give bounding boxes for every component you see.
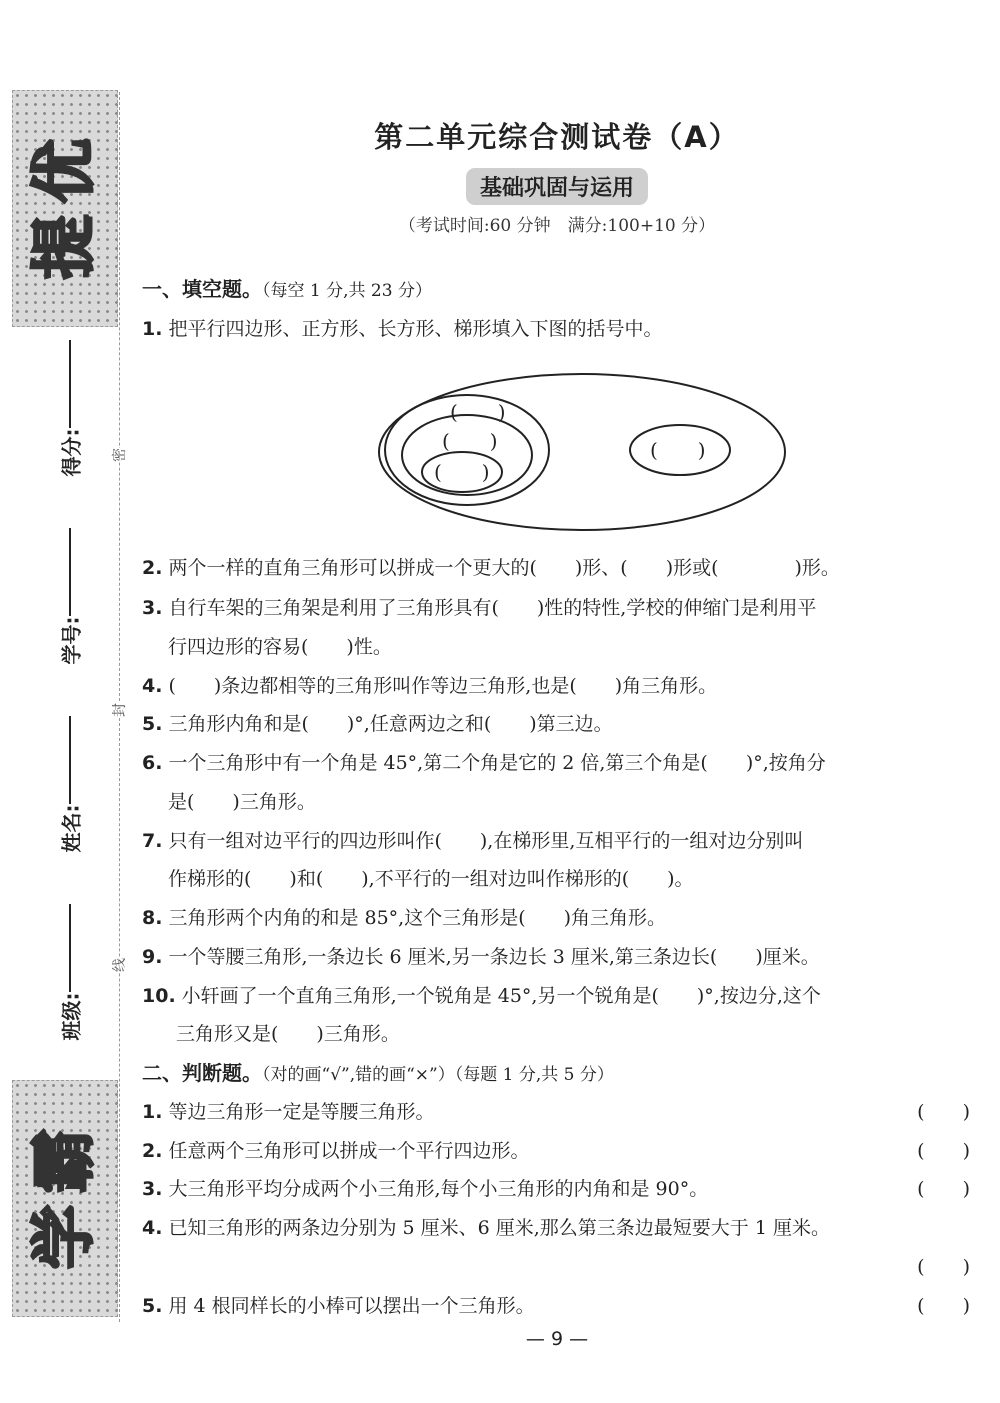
judge-question-3: 3. 大三角形平均分成两个小三角形,每个小三角形的内角和是 90°。 [142, 1178, 709, 1200]
seal-char-mi: 密 [107, 448, 131, 462]
logo-char: 学 [28, 1204, 102, 1269]
question-3-cont: 行四边形的容易( )性。 [168, 636, 392, 658]
question-1: 1. 把平行四边形、正方形、长方形、梯形填入下图的括号中。 [142, 318, 663, 340]
seal-char-feng: 封 [107, 703, 131, 717]
page-subtitle: 基础巩固与运用 [466, 168, 648, 205]
venn-blank-1[interactable]: ( ) [450, 400, 506, 424]
logo-char: 提 [28, 214, 102, 279]
judge-answer-4[interactable]: ( ) [917, 1256, 970, 1278]
venn-diagram [372, 370, 792, 535]
student-id-field[interactable] [40, 528, 100, 665]
judge-question-4: 4. 已知三角形的两条边分别为 5 厘米、6 厘米,那么第三条边最短要大于 1 厘米。 [142, 1217, 830, 1239]
binding-margin [0, 0, 130, 1403]
venn-blank-2[interactable]: ( ) [442, 429, 498, 453]
section-2-heading: 二、判断题。（对的画“√”,错的画“×”）（每题 1 分,共 5 分） [142, 1061, 614, 1085]
question-3: 3. 自行车架的三角架是利用了三角形具有( )性的特性,学校的伸缩门是利用平 [142, 597, 817, 619]
judge-answer-2[interactable]: ( ) [917, 1140, 970, 1162]
class-field[interactable] [40, 904, 100, 1041]
judge-answer-5[interactable]: ( ) [917, 1295, 970, 1317]
judge-question-2: 2. 任意两个三角形可以拼成一个平行四边形。 [142, 1140, 530, 1162]
student-id-label: 学号: [59, 616, 84, 665]
name-label: 姓名: [59, 804, 84, 853]
question-10: 10. 小轩画了一个直角三角形,一个锐角是 45°,另一个锐角是( )°,按边分,这个 [142, 985, 821, 1007]
score-field[interactable] [40, 340, 100, 477]
judge-question-1: 1. 等边三角形一定是等腰三角形。 [142, 1101, 435, 1123]
venn-blank-3[interactable]: ( ) [434, 460, 490, 484]
name-field[interactable] [40, 716, 100, 853]
page-title: 第二单元综合测试卷（A） [374, 120, 740, 154]
question-2: 2. 两个一样的直角三角形可以拼成一个更大的( )形、( )形或( )形。 [142, 557, 840, 579]
question-4: 4. ( )条边都相等的三角形叫作等边三角形,也是( )角三角形。 [142, 675, 718, 697]
brand-logo-bottom [12, 1080, 118, 1317]
brand-logo-top [12, 90, 118, 327]
judge-answer-1[interactable]: ( ) [917, 1101, 970, 1123]
venn-blank-4[interactable]: ( ) [650, 438, 706, 462]
judge-question-5: 5. 用 4 根同样长的小棒可以摆出一个三角形。 [142, 1295, 535, 1317]
question-7-cont: 作梯形的( )和( ),不平行的一组对边叫作梯形的( )。 [168, 868, 694, 890]
question-6: 6. 一个三角形中有一个角是 45°,第二个角是它的 2 倍,第三个角是( )°,按角分 [142, 752, 826, 774]
logo-char: 霸 [28, 1128, 102, 1193]
section-1-heading: 一、填空题。（每空 1 分,共 23 分） [142, 277, 432, 301]
class-label: 班级: [59, 992, 84, 1041]
logo-char: 优 [28, 138, 102, 203]
question-7: 7. 只有一组对边平行的四边形叫作( ),在梯形里,互相平行的一组对边分别叫 [142, 830, 804, 852]
question-6-cont: 是( )三角形。 [168, 791, 316, 813]
judge-answer-3[interactable]: ( ) [917, 1178, 970, 1200]
seal-char-xian: 线 [107, 958, 131, 972]
question-8: 8. 三角形两个内角的和是 85°,这个三角形是( )角三角形。 [142, 907, 667, 929]
question-9: 9. 一个等腰三角形,一条边长 6 厘米,另一条边长 3 厘米,第三条边长( )厘米。 [142, 946, 820, 968]
question-5: 5. 三角形内角和是( )°,任意两边之和( )第三边。 [142, 713, 613, 735]
question-10-cont: 三角形又是( )三角形。 [176, 1023, 400, 1045]
exam-info: （考试时间:60 分钟 满分:100+10 分） [398, 216, 716, 236]
page-number: — 9 — [525, 1328, 589, 1350]
score-label: 得分: [59, 428, 84, 477]
